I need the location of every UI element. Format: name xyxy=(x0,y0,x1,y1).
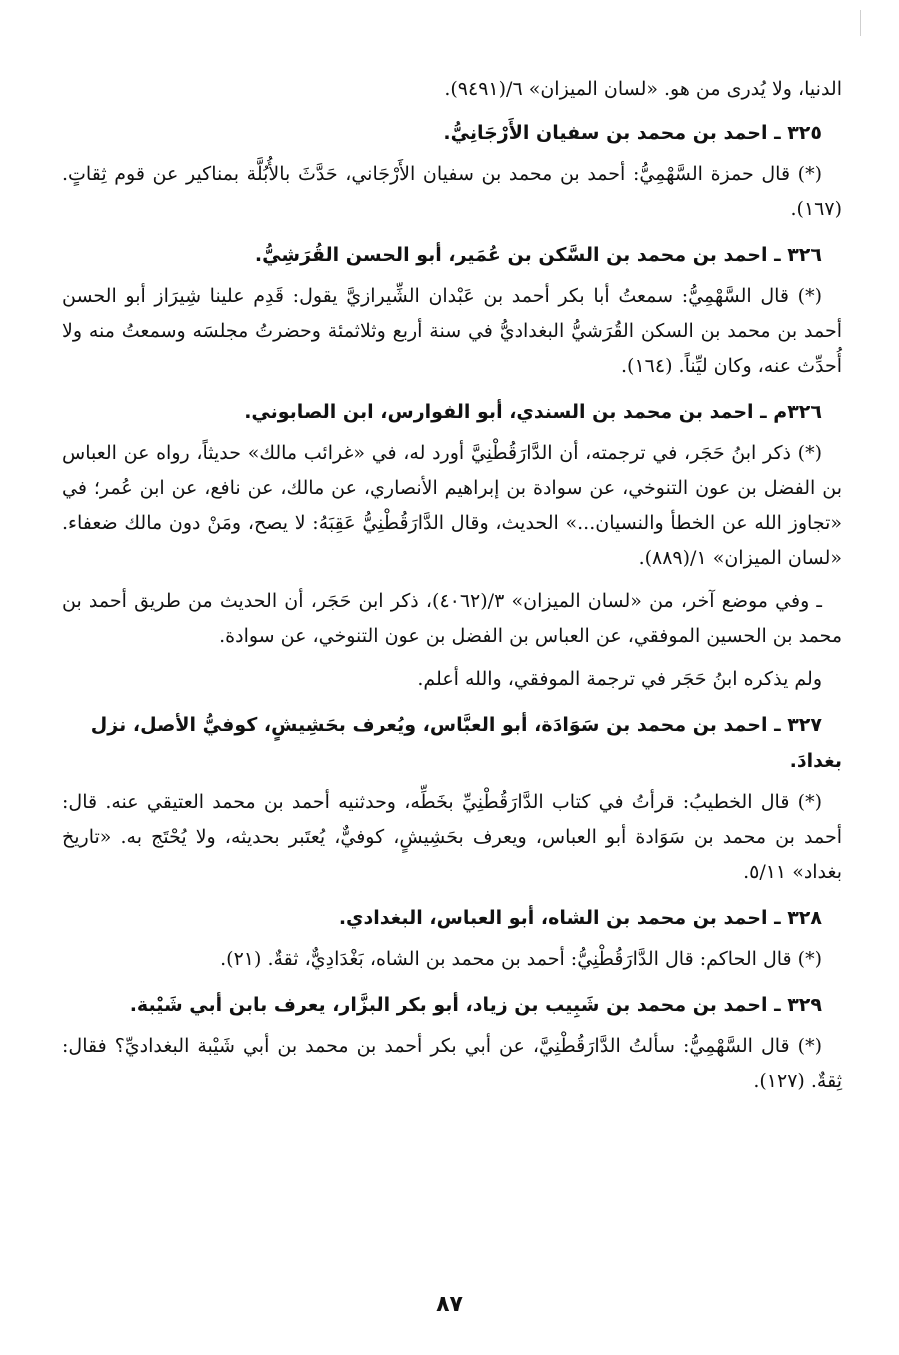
entry-heading-326: ٣٢٦ ـ احمد بن محمد بن السَّكن بن عُمَير، أبو الحسن القُرَشِيُّ. xyxy=(254,244,822,266)
entry-heading-328: ٣٢٨ ـ احمد بن محمد بن الشاه، أبو العباس، البغدادي. xyxy=(338,907,822,929)
entry-text-329: (*) قال السَّهْمِيُّ: سألتُ الدَّارَقُطْنِيَّ، عن أبي بكر أحمد بن محمد بن أبي شَيْبة البغداديِّ؟ فقال: ثِقةٌ. (١٢٧). xyxy=(62,1035,842,1092)
entry-heading-326m: ٣٢٦م ـ احمد بن محمد بن السندي، أبو الفوارس، ابن الصابوني. xyxy=(244,401,822,423)
document-page xyxy=(62,72,842,1107)
entry-text-325: (*) قال حمزة السَّهْمِيُّ: أحمد بن محمد بن سفيان الأَرْجَاني، حَدَّثَ بالأُبُلَّة بمناكير عن قوم ثِقاتٍ. (١٦٧). xyxy=(62,163,842,220)
entry-text-326m-remark: ولم يذكره ابنُ حَجَر في ترجمة الموفقي، والله أعلم. xyxy=(417,668,822,690)
page-edge-mark xyxy=(860,10,861,36)
entry-text-326m: (*) ذكر ابنُ حَجَر، في ترجمته، أن الدَّارَقُطْنِيَّ أورد له، في «غرائب مالك» حديثاً، رواه عن العباس بن الفضل بن عون التنوخي، عن سوادة بن إبراهيم الأنصاري، عن مالك، عن نافع، عن ابن عُمر؛ في «تجاوز الله عن الخطأ والنسيان...» الحديث، وقال الدَّارَقُطْنِيُّ عَقِبَهُ: لا يصح، ومَنْ دون مالك ضعفاء. «لسان الميزان» ١/(٨٨٩). xyxy=(62,442,842,569)
entry-text-327: (*) قال الخطيبُ: قرأتُ في كتاب الدَّارَقُطْنِيِّ بخَطِّه، وحدثنيه أحمد بن محمد العتيقي عنه. قال: أحمد بن محمد بن سَوَادة أبو العباس، ويعرف بحَشِيشٍ، كوفيٌّ، يُعتَبر بحديثه، ولا يُحْتَج به. «تاريخ بغداد» ٥/١١. xyxy=(62,791,842,883)
entry-heading-325: ٣٢٥ ـ احمد بن محمد بن سفيان الأَرْجَانِيُّ. xyxy=(443,122,822,144)
entry-heading-329: ٣٢٩ ـ احمد بن محمد بن شَبِيب بن زياد، أبو بكر البزَّار، يعرف بابن أبي شَيْبة. xyxy=(129,994,822,1016)
entry-heading-327: ٣٢٧ ـ احمد بن محمد بن سَوَادَة، أبو العبَّاس، ويُعرف بحَشِيشٍ، كوفيُّ الأصل، نزل بغدادَ. xyxy=(90,714,842,772)
entry-text-328: (*) قال الحاكم: قال الدَّارَقُطْنِيُّ: أحمد بن محمد بن الشاه، بَغْدَادِيٌّ، ثقةٌ. (٢١). xyxy=(220,948,822,970)
entry-text-326: (*) قال السَّهْمِيُّ: سمعتُ أبا بكر أحمد بن عَبْدان الشِّيرازيَّ يقول: قَدِم علينا شِيرَاز أبو الحسن أحمد بن محمد بن السكن القُرَشيُّ البغداديُّ في سنة أربع وثلاثمئة وحضرتُ مجلسَه وسمعتُ منه ولا أُحدِّث عنه، وكان ليِّناً. (١٦٤). xyxy=(62,285,842,377)
page-number: ٨٧ xyxy=(436,1292,463,1317)
paragraph-continuation: الدنيا، ولا يُدرى من هو. «لسان الميزان» ٦/(٩٤٩١). xyxy=(444,78,842,100)
entry-text-326m-note: ـ وفي موضع آخر، من «لسان الميزان» ٣/(٤٠٦٢)، ذكر ابن حَجَر، أن الحديث من طريق أحمد بن محمد بن الحسين الموفقي، عن العباس بن الفضل بن عون التنوخي، عن سوادة. xyxy=(62,590,842,647)
